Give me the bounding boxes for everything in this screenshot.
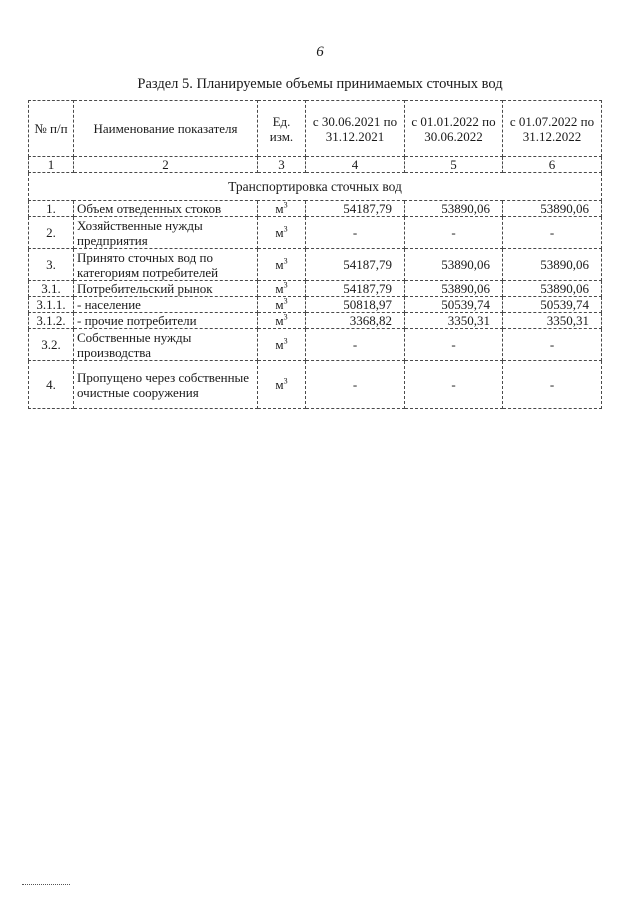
row-unit	[258, 297, 306, 313]
row-name: Хозяйственные нужды предприятия	[74, 217, 258, 249]
row-value-period-3: -	[503, 361, 602, 409]
column-number: 2	[74, 157, 258, 173]
header-num: № п/п	[29, 101, 74, 157]
row-value-period-2: -	[405, 217, 503, 249]
row-number: 3.1.1.	[29, 297, 74, 313]
column-number: 3	[258, 157, 306, 173]
table-row	[29, 281, 602, 297]
unit-exponent: 3	[283, 336, 288, 346]
unit-exponent: 3	[283, 312, 288, 322]
unit-exponent: 3	[283, 200, 288, 210]
row-value-period-3: 53890,06	[503, 201, 602, 217]
table-header-row	[29, 101, 602, 157]
row-value-period-2: -	[405, 329, 503, 361]
table-row	[29, 249, 602, 281]
header-name: Наименование показателя	[74, 101, 258, 157]
footer-divider	[22, 884, 70, 885]
column-number: 5	[405, 157, 503, 173]
row-unit	[258, 329, 306, 361]
unit-base: м	[275, 225, 284, 240]
row-value-period-2: 53890,06	[405, 281, 503, 297]
row-name: Пропущено через собственные очистные сооружения	[74, 361, 258, 409]
unit-base: м	[275, 313, 284, 328]
section-title: Раздел 5. Планируемые объемы принимаемых сточных вод	[137, 76, 503, 92]
column-number: 4	[306, 157, 405, 173]
wastewater-volumes-table	[28, 100, 602, 409]
row-value-period-1: -	[306, 329, 405, 361]
row-value-period-1: -	[306, 217, 405, 249]
row-value-period-2: 53890,06	[405, 201, 503, 217]
column-number: 1	[29, 157, 74, 173]
section-heading: Транспортировка сточных вод	[29, 173, 602, 201]
row-value-period-1: 54187,79	[306, 281, 405, 297]
row-value-period-3: 53890,06	[503, 249, 602, 281]
row-value-period-1: 3368,82	[306, 313, 405, 329]
row-unit	[258, 217, 306, 249]
unit-base: м	[275, 377, 284, 392]
row-value-period-2: 53890,06	[405, 249, 503, 281]
unit-base: м	[275, 201, 284, 216]
row-name: Потребительский рынок	[74, 281, 258, 297]
unit-exponent: 3	[283, 376, 288, 386]
row-number: 3.	[29, 249, 74, 281]
unit-exponent: 3	[283, 224, 288, 234]
row-value-period-3: -	[503, 217, 602, 249]
row-unit	[258, 313, 306, 329]
row-value-period-3: 53890,06	[503, 281, 602, 297]
unit-base: м	[275, 337, 284, 352]
page-number: 6	[316, 44, 324, 60]
row-value-period-2: 50539,74	[405, 297, 503, 313]
unit-base: м	[275, 281, 284, 296]
row-value-period-2: -	[405, 361, 503, 409]
row-value-period-1: -	[306, 361, 405, 409]
table-row	[29, 201, 602, 217]
header-period-3: с 01.07.2022 по 31.12.2022	[503, 101, 602, 157]
row-value-period-1: 54187,79	[306, 249, 405, 281]
row-name: Собственные нужды производства	[74, 329, 258, 361]
row-value-period-3: -	[503, 329, 602, 361]
table-row	[29, 313, 602, 329]
unit-base: м	[275, 297, 284, 312]
row-name: - прочие потребители	[74, 313, 258, 329]
section-heading-row	[29, 173, 602, 201]
row-name: - население	[74, 297, 258, 313]
row-unit	[258, 361, 306, 409]
table-row	[29, 297, 602, 313]
row-unit	[258, 201, 306, 217]
row-number: 4.	[29, 361, 74, 409]
row-name: Принято сточных вод по категориям потребителей	[74, 249, 258, 281]
row-value-period-1: 50818,97	[306, 297, 405, 313]
row-value-period-2: 3350,31	[405, 313, 503, 329]
unit-exponent: 3	[283, 256, 288, 266]
table-row	[29, 329, 602, 361]
row-value-period-1: 54187,79	[306, 201, 405, 217]
table-row	[29, 361, 602, 409]
header-period-2: с 01.01.2022 по 30.06.2022	[405, 101, 503, 157]
unit-exponent: 3	[283, 296, 288, 306]
row-value-period-3: 50539,74	[503, 297, 602, 313]
row-number: 3.1.	[29, 281, 74, 297]
table-row	[29, 217, 602, 249]
unit-exponent: 3	[283, 280, 288, 290]
row-number: 3.1.2.	[29, 313, 74, 329]
unit-base: м	[275, 257, 284, 272]
row-number: 1.	[29, 201, 74, 217]
header-unit: Ед. изм.	[258, 101, 306, 157]
row-value-period-3: 3350,31	[503, 313, 602, 329]
column-number-row	[29, 157, 602, 173]
row-unit	[258, 281, 306, 297]
row-unit	[258, 249, 306, 281]
column-number: 6	[503, 157, 602, 173]
row-number: 2.	[29, 217, 74, 249]
header-period-1: с 30.06.2021 по 31.12.2021	[306, 101, 405, 157]
row-number: 3.2.	[29, 329, 74, 361]
row-name: Объем отведенных стоков	[74, 201, 258, 217]
